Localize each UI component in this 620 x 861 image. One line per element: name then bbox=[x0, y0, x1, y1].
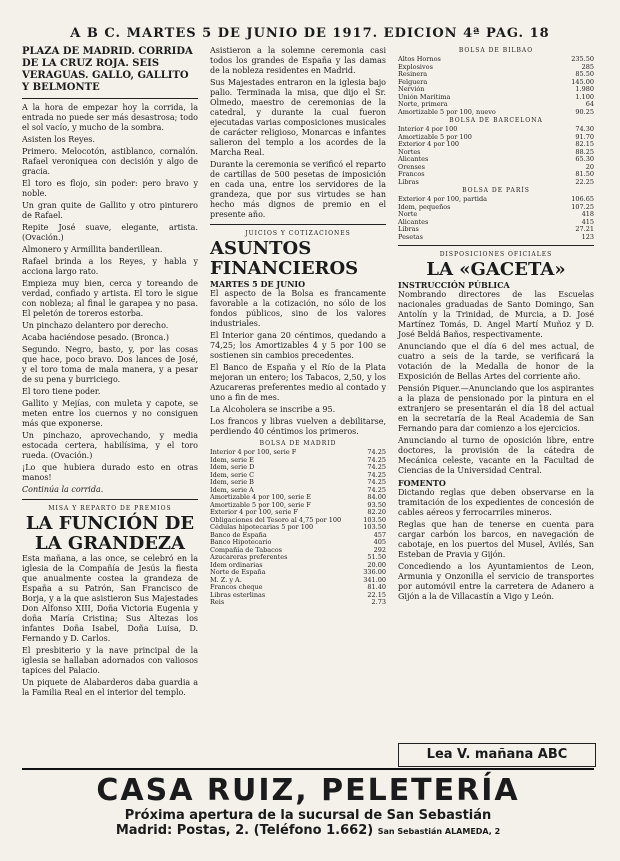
paragraph: Nombrando directores de las Escuelas nacionales graduadas de Santo Domingo, San Antolín y la Trinidad, de Murcia, a D. José Martínez Tomás, D. Angel Martí Muñoz y D. José Beldá Baños, respectivamente. bbox=[398, 290, 594, 339]
table-row bbox=[210, 592, 386, 600]
quote-name: Nortes bbox=[398, 147, 421, 156]
quote-name: Idem ordinarias bbox=[210, 560, 263, 569]
financial-title: ASUNTOS FINANCIEROS bbox=[210, 238, 359, 279]
quote-name: Nervión bbox=[398, 85, 425, 93]
bilbao-quotes-table bbox=[398, 56, 594, 116]
divider bbox=[398, 245, 594, 246]
quote-name: Idem, serie D bbox=[210, 463, 255, 471]
paragraph: El toro tiene poder. bbox=[22, 387, 101, 396]
ad-line-3 bbox=[22, 823, 594, 839]
paragraph: Rafael brinda a los Reyes, y habla y acciona largo rato. bbox=[22, 257, 198, 276]
paragraph: Pensión Piquer.—Anunciando que los aspirantes a la plaza de pensionado por la pintura en el extranjero se presentarán el día 18 del actual en la secretaría de la Real Academia de San Fernando para dar comienzo a los ejercicios. bbox=[398, 384, 594, 433]
quote-name: Reis bbox=[210, 598, 225, 606]
quote-name: Alicantes bbox=[398, 155, 429, 163]
quote-name: Francos cheque bbox=[210, 583, 263, 591]
column-2 bbox=[210, 46, 386, 607]
paragraph: El Interior gana 20 céntimos, quedando a 74,25; los Amortizables 4 y 5 por 100 se sostienen sin cambios precedentes. bbox=[210, 331, 386, 360]
table-row bbox=[398, 219, 594, 227]
paragraph: Reglas que han de tenerse en cuenta para cargar carbón los barcos, en navegación de cabotaje, en los puertos del Musel, Avilés, San Esteban de Pravia y Gijón. bbox=[398, 520, 594, 559]
quote-name: Libras esterlinas bbox=[210, 590, 266, 599]
quote-name: Unión Marítima bbox=[398, 92, 451, 101]
quote-name: Banco Hipotecario bbox=[210, 538, 272, 546]
gaceta-title: LA «GACETA» bbox=[426, 259, 566, 280]
date-line: MARTES 5 DE JUNIO bbox=[210, 279, 306, 289]
quote-name: Francos bbox=[398, 170, 425, 178]
quote-value: 51.50 bbox=[367, 553, 386, 561]
quote-value: 74.25 bbox=[367, 470, 386, 479]
paragraph: Un pinchazo delantero por derecho. bbox=[22, 321, 169, 330]
quote-name: Exterior 4 por 100 bbox=[398, 140, 459, 148]
quote-value: 341.00 bbox=[363, 575, 386, 584]
quote-name: Idem, serie C bbox=[210, 470, 255, 479]
quote-value: 123 bbox=[581, 232, 594, 241]
quote-name: Alicantes bbox=[398, 217, 429, 226]
table-row bbox=[398, 71, 594, 79]
table-row bbox=[398, 141, 594, 149]
quote-value: 235.50 bbox=[571, 55, 594, 63]
quote-name: Interior 4 por 100 bbox=[398, 125, 458, 133]
quote-value: 93.50 bbox=[367, 500, 386, 509]
quote-value: 27.21 bbox=[575, 225, 594, 233]
quote-value: 65.30 bbox=[575, 155, 594, 163]
quote-value: 82.15 bbox=[575, 140, 594, 148]
quote-value: 103.50 bbox=[363, 515, 386, 524]
paragraph: Asisten los Reyes. bbox=[22, 135, 95, 144]
paragraph: A la hora de empezar hoy la corrida, la entrada no puede ser más desastrosa; todo el sol vacío, y mucho de la sombra. bbox=[22, 103, 198, 132]
quote-name: Felguera bbox=[398, 77, 428, 86]
subhead: INSTRUCCIÓN PÚBLICA bbox=[398, 280, 510, 290]
paragraph: Durante la ceremonia se verificó el reparto de cartillas de 500 pesetas de imposición en cada una, entre los servidores de la grandeza, que por sus virtudes se han hecho más dignos de premio en el presente año. bbox=[210, 160, 386, 219]
paragraph: Anunciando que el día 6 del mes actual, de cuatro a seis de la tarde, se verificará la votación de la Medalla de honor de la Exposición de Bellas Artes del corriente año. bbox=[398, 342, 594, 381]
quote-value: 74.25 bbox=[367, 448, 386, 456]
quote-name: Libras bbox=[398, 225, 419, 233]
quote-name: Exterior 4 por 100, partida bbox=[398, 195, 488, 203]
paragraph: El presbiterio y la nave principal de la iglesia se hallaban adornados con valiosos tapices del Palacio. bbox=[22, 646, 198, 675]
quote-name: Altos Hornos bbox=[398, 55, 441, 63]
paragraph: ¡Lo que hubiera durado esto en otras manos! bbox=[22, 463, 198, 482]
column-1 bbox=[22, 46, 198, 700]
quote-value: 82.20 bbox=[367, 508, 386, 516]
quote-name: Obligaciones del Tesoro al 4,75 por 100 bbox=[210, 515, 342, 524]
table-row bbox=[398, 179, 594, 187]
divider bbox=[210, 224, 386, 225]
section-label: DISPOSICIONES OFICIALES bbox=[439, 251, 553, 258]
table-title: BOLSA DE MADRID bbox=[259, 440, 337, 447]
paragraph: Los francos y libras vuelven a debilitarse, perdiendo 40 céntimos los primeros. bbox=[210, 417, 386, 436]
quote-value: 90.25 bbox=[575, 107, 594, 116]
divider bbox=[22, 499, 198, 500]
table-row bbox=[398, 204, 594, 212]
continuation-note: Continúa la corrida. bbox=[22, 485, 104, 494]
quote-value: 106.65 bbox=[571, 195, 594, 203]
quote-name: Libras bbox=[398, 177, 419, 186]
quote-value: 405 bbox=[373, 538, 386, 546]
ad-sansebastian-address: San Sebastián ALAMEDA, 2 bbox=[377, 827, 501, 836]
quote-value: 84.00 bbox=[367, 493, 386, 501]
paragraph: Almonero y Armillita banderillean. bbox=[22, 245, 163, 254]
quote-name: Amortizable 5 por 100, nuevo bbox=[398, 107, 496, 116]
paris-quotes-table bbox=[398, 196, 594, 241]
ad-madrid-address: Madrid: Postas, 2. (Teléfono 1.662) bbox=[115, 823, 374, 838]
barcelona-quotes-table bbox=[398, 126, 594, 186]
table-row bbox=[398, 234, 594, 242]
paragraph: Primero. Melocotón, astiblanco, cornalón. Rafael veroniquea con decisión y algo de gracia. bbox=[22, 147, 198, 176]
quote-value: 2.73 bbox=[371, 598, 386, 606]
table-row bbox=[398, 79, 594, 87]
table-row bbox=[398, 109, 594, 117]
paragraph: Gallito y Mejías, con muleta y capote, se meten entre los cuernos y no consiguen más que exponerse. bbox=[22, 399, 198, 428]
quote-value: 74.30 bbox=[575, 125, 594, 133]
quote-name: Cédulas hipotecarias 5 por 100 bbox=[210, 523, 314, 531]
quote-value: 64 bbox=[585, 100, 594, 108]
ad-line-2: Próxima apertura de la sucursal de San Sebastián bbox=[124, 808, 492, 823]
quote-name: Compañía de Tabacos bbox=[210, 545, 282, 554]
quote-value: 457 bbox=[373, 530, 386, 539]
quote-value: 85.50 bbox=[575, 70, 594, 78]
quote-name: Amortizable 4 por 100, serie E bbox=[210, 493, 312, 501]
quote-value: 336.00 bbox=[363, 568, 386, 576]
paragraph: Un gran quite de Gallito y otro pinturero de Rafael. bbox=[22, 201, 198, 220]
page-header bbox=[0, 0, 620, 44]
quote-name: Norte bbox=[398, 210, 418, 218]
header-text: A B C. MARTES 5 DE JUNIO DE 1917. EDICION 4ª PAG. 18 bbox=[70, 26, 550, 41]
peleteria-ad bbox=[22, 768, 594, 852]
quote-name: Pesetas bbox=[398, 232, 423, 241]
table-row bbox=[398, 156, 594, 164]
quote-value: 415 bbox=[581, 217, 594, 226]
quote-value: 22.25 bbox=[575, 177, 594, 186]
quote-name: Norte, primera bbox=[398, 100, 448, 108]
table-title: BOLSA DE BILBAO bbox=[458, 47, 534, 54]
paragraph: Repite José suave, elegante, artista. (Ovación.) bbox=[22, 223, 198, 242]
paragraph: Esta mañana, a las once, se celebró en la iglesia de la Compañía de Jesús la fiesta que anualmente costea la grandeza de España a su Patrón, San Francisco de Borja, y a la que asistieron Sus Majestades Don Alfonso XIII, Doña Victoria Eugenia y doña María Cristina; Sus Altezas los infantes Doña Isabel, Doña Luisa, D. Fernando y D. Carlos. bbox=[22, 554, 198, 643]
paragraph: Empieza muy bien, cerca y toreando de verdad, confiado y artista. El toro le sigue con nobleza; al final le garapea y no pasa. El peletón de toreros estorba. bbox=[22, 279, 198, 318]
quote-value: 81.50 bbox=[575, 170, 594, 178]
paragraph: Un piquete de Alabarderos daba guardia a la Familia Real en el interior del templo. bbox=[22, 678, 198, 697]
quote-value: 74.25 bbox=[367, 455, 386, 464]
quote-name: Exterior 4 por 100, serie F bbox=[210, 508, 298, 516]
table-title: BOLSA DE BARCELONA bbox=[449, 117, 543, 124]
paragraph: Asistieron a la solemne ceremonia casi todos los grandes de España y las damas de la nobleza residentes en Madrid. bbox=[210, 46, 386, 75]
quote-name: Idem, serie E bbox=[210, 455, 254, 464]
paragraph: La Alcoholera se inscribe a 95. bbox=[210, 405, 336, 414]
quote-name: Norte de España bbox=[210, 568, 266, 576]
paragraph: Sus Majestades entraron en la iglesia bajo palio. Terminada la misa, que dijo el Sr. Olmedo, maestro de ceremonias de la catedral, y durante la cual fueron ejecutadas varias composiciones musicales de carácter religioso, Monarcas e infantes salieron del templo a los acordes de la Marcha Real. bbox=[210, 78, 386, 157]
quote-name: Interior 4 por 100, serie F bbox=[210, 448, 297, 456]
quote-value: 145.00 bbox=[571, 77, 594, 86]
quote-value: 107.25 bbox=[571, 202, 594, 211]
quote-value: 292 bbox=[373, 545, 386, 554]
quote-name: Idem, serie B bbox=[210, 478, 254, 486]
ad-name: CASA RUIZ, PELETERÍA bbox=[96, 773, 520, 808]
quote-name: Amortizable 5 por 100, serie F bbox=[210, 500, 311, 509]
quote-value: 88.25 bbox=[575, 147, 594, 156]
quote-value: 1.980 bbox=[575, 85, 594, 93]
paragraph: Un pinchazo, aprovechando, y media estocada certera, habilísima, y el toro rueda. (Ovación.) bbox=[22, 431, 198, 460]
table-row bbox=[398, 226, 594, 234]
section-label: MISA Y REPARTO DE PREMIOS bbox=[48, 505, 172, 512]
paragraph: Anunciando al turno de oposición libre, entre doctores, la provisión de la cátedra de Mecánica celeste, vacante en la Facultad de Ciencias de la Universidad Central. bbox=[398, 436, 594, 475]
madrid-quotes-table bbox=[210, 449, 386, 607]
quote-name: Idem, serie A bbox=[210, 485, 254, 494]
paragraph: Segundo. Negro, basto, y, por las cosas que hace, poco bravo. Dos lances de José, y el toro toma de mala manera, y a pesar de su pena y burriciego. bbox=[22, 345, 198, 384]
quote-value: 20.00 bbox=[367, 560, 386, 569]
quote-value: 20 bbox=[585, 162, 594, 171]
quote-value: 74.25 bbox=[367, 485, 386, 494]
quote-value: 74.25 bbox=[367, 478, 386, 486]
quote-name: Orenses bbox=[398, 162, 425, 171]
subhead: FOMENTO bbox=[398, 478, 446, 488]
quote-name: Azucareras preferentes bbox=[210, 553, 288, 561]
quote-name: Amortizable 5 por 100 bbox=[398, 132, 472, 141]
quote-value: 91.70 bbox=[575, 132, 594, 141]
quote-value: 285 bbox=[581, 62, 594, 71]
table-row bbox=[210, 599, 386, 607]
quote-value: 74.25 bbox=[367, 463, 386, 471]
column-3 bbox=[398, 46, 594, 604]
quote-value: 22.15 bbox=[367, 590, 386, 599]
table-row bbox=[398, 164, 594, 172]
quote-name: M. Z. y A. bbox=[210, 575, 242, 584]
divider bbox=[22, 98, 198, 99]
bullfight-title: PLAZA DE MADRID. CORRIDA DE LA CRUZ ROJA. SEIS VERAGUAS. GALLO, GALLITO Y BELMONTE bbox=[22, 46, 193, 93]
paragraph: Acaba haciéndose pesado. (Bronca.) bbox=[22, 333, 169, 342]
paragraph: Dictando reglas que deben observarse en la tramitación de los expedientes de concesión de cables aéreos y ferrocarriles mineros. bbox=[398, 488, 594, 517]
table-row bbox=[398, 171, 594, 179]
grandeza-title: LA FUNCIÓN DE LA GRANDEZA bbox=[25, 513, 195, 554]
table-row bbox=[398, 64, 594, 72]
quote-name: Idem, pequeños bbox=[398, 202, 451, 211]
paragraph: El toro es flojo, sin poder: pero bravo y noble. bbox=[22, 179, 198, 198]
quote-value: 81.40 bbox=[367, 583, 386, 591]
quote-value: 103.50 bbox=[363, 523, 386, 531]
paragraph: El Banco de España y el Río de la Plata mejoran un entero; los Tabacos, 2,50, y los Azucareras preferentes medio al contado y uno a fin de mes. bbox=[210, 363, 386, 402]
abc-ad: Lea V. mañana ABC bbox=[398, 743, 596, 767]
quote-name: Banco de España bbox=[210, 530, 267, 539]
table-title: BOLSA DE PARÍS bbox=[462, 187, 530, 194]
paragraph: Concediendo a los Ayuntamientos de Leon, Armunia y Onzonilla el servicio de transportes por automóvil entre la carretera de Adanero a Gijón a la de Villacastín a Vigo y León. bbox=[398, 562, 594, 601]
paragraph: El aspecto de la Bolsa es francamente favorable a la cotización, no sólo de los fondos públicos, sino de los valores industriales. bbox=[210, 289, 386, 328]
quote-value: 418 bbox=[581, 210, 594, 218]
quote-value: 1.100 bbox=[575, 92, 594, 101]
section-label: JUICIOS Y COTIZACIONES bbox=[245, 230, 351, 237]
quote-name: Explosivos bbox=[398, 62, 433, 71]
quote-name: Resinera bbox=[398, 70, 428, 78]
